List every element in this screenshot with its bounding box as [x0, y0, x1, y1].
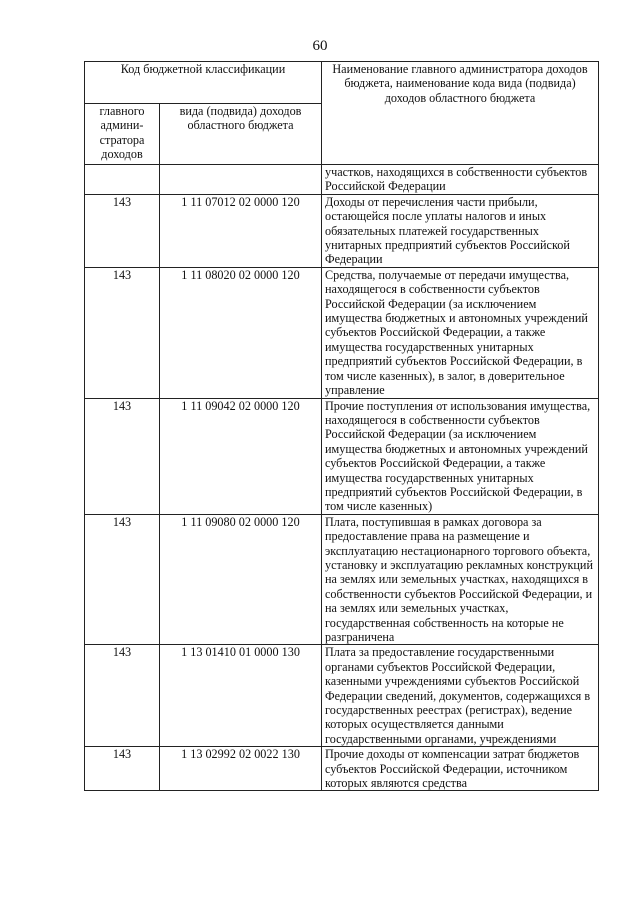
admin-code-cell [85, 165, 160, 195]
revenue-name-cell: Плата, поступившая в рамках договора за предоставление права на размещение и эксплуатацию нестационарного торгового объекта, установку и эксплуатацию рекламных конструкций на землях или земельных участках, находящихся в собственности субъектов Российской Федерации, и на землях или земельных участках, государственная собственность на которые не разграничена [322, 514, 599, 645]
header-kind-column: вида (подвида) доходов областного бюджета [160, 104, 322, 165]
revenue-name-cell: Доходы от перечисления части прибыли, остающейся после уплаты налогов и иных обязательных платежей государственных унитарных предприятий субъектов Российской Федерации [322, 194, 599, 267]
revenue-name-cell: Средства, получаемые от передачи имущества, находящегося в собственности субъектов Российской Федерации (за исключением имущества бюджетных и автономных учреждений субъектов Российской Федерации, а также имущества государственных унитарных предприятий субъектов Российской Федерации, в том числе казенных), в залог, в доверительное управление [322, 267, 599, 398]
table-row [85, 194, 599, 267]
table-row [85, 267, 599, 398]
revenue-code-cell: 1 11 08020 02 0000 120 [160, 267, 322, 398]
admin-code-cell: 143 [85, 747, 160, 791]
revenue-code-cell: 1 11 07012 02 0000 120 [160, 194, 322, 267]
revenue-code-cell: 1 11 09080 02 0000 120 [160, 514, 322, 645]
budget-classification-table [84, 61, 599, 791]
revenue-code-cell: 1 13 01410 01 0000 130 [160, 645, 322, 747]
revenue-code-cell: 1 11 09042 02 0000 120 [160, 398, 322, 514]
admin-code-cell: 143 [85, 267, 160, 398]
revenue-code-cell: 1 13 02992 02 0022 130 [160, 747, 322, 791]
page-number: 60 [312, 38, 328, 54]
revenue-name-cell: Плата за предоставление государственными органами субъектов Российской Федерации, казенными учреждениями субъектов Российской Федерации сведений, документов, содержащихся в государственных реестрах (регистрах), ведение которых осуществляется данными государственными органами, учреждениями [322, 645, 599, 747]
table-row [85, 747, 599, 791]
table-row [85, 165, 599, 195]
header-name-column: Наименование главного администратора доходов бюджета, наименование кода вида (подвида) доходов областного бюджета [322, 62, 599, 165]
revenue-name-cell: участков, находящихся в собственности субъектов Российской Федерации [322, 165, 599, 195]
revenue-name-cell: Прочие поступления от использования имущества, находящегося в собственности субъектов Российской Федерации (за исключением имущества бюджетных и автономных учреждений субъектов Российской Федерации, а также имущества государственных унитарных предприятий субъектов Российской Федерации, в том числе казенных) [322, 398, 599, 514]
admin-code-cell: 143 [85, 194, 160, 267]
admin-code-cell: 143 [85, 645, 160, 747]
revenue-code-cell [160, 165, 322, 195]
header-admin-column: главного админи-стратора доходов [85, 104, 160, 165]
table-row [85, 398, 599, 514]
admin-code-cell: 143 [85, 514, 160, 645]
table-row [85, 645, 599, 747]
revenue-name-cell: Прочие доходы от компенсации затрат бюджетов субъектов Российской Федерации, источником которых являются средства [322, 747, 599, 791]
header-budget-code-group: Код бюджетной классификации [85, 62, 322, 104]
table-row [85, 514, 599, 645]
admin-code-cell: 143 [85, 398, 160, 514]
